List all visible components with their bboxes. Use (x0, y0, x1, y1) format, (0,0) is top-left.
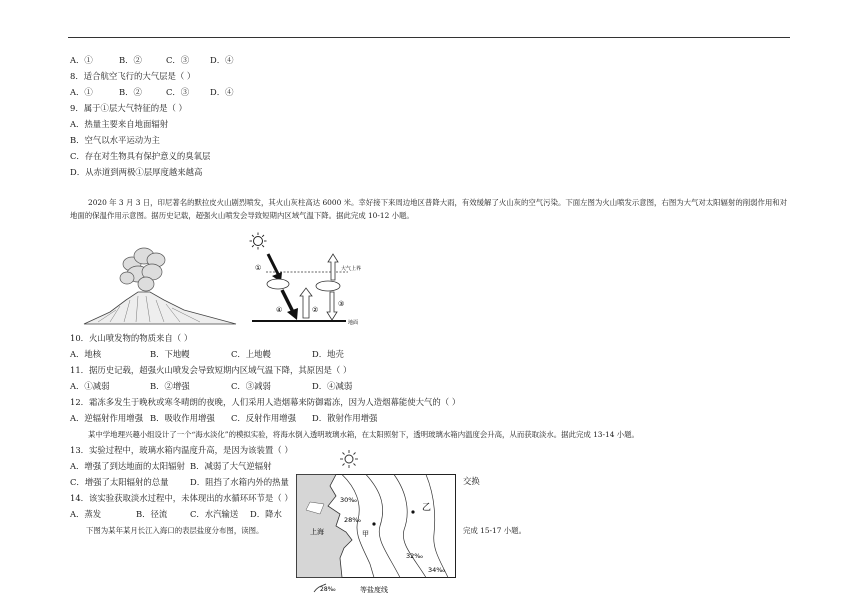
map-label-jia: 甲 (362, 530, 369, 538)
q7-option-d: D．④ (210, 55, 234, 65)
q11-stem: 11．据历史记载，超强火山喷发会导致短期内区域气温下降，其原因是（ ） (70, 365, 352, 375)
q13-stem: 13．实验过程中，玻璃水箱内温度升高，是因为该装置（ ） (70, 445, 293, 455)
q13-option-a: A．增强了到达地面的太阳辐射 (70, 461, 185, 471)
header-rule (68, 37, 790, 38)
q14-stem: 14．该实验获取淡水过程中，未体现出的水循环环节是（ ） (70, 493, 293, 503)
isohaline-label-34: 34‰ (428, 566, 445, 574)
q14-option-c: C．水汽输送 (190, 509, 239, 519)
q10-stem: 10．火山喷发物的物质来自（ ） (70, 333, 193, 343)
q7-option-a: A．① (70, 55, 93, 65)
map-label-shanghai: 上海 (310, 528, 324, 536)
q9-option-d: D．从赤道到两极①层厚度越来越高 (70, 167, 203, 177)
q8-option-a: A．① (70, 87, 93, 97)
q9-option-b: B．空气以水平运动为主 (70, 135, 160, 145)
q13-option-d: D．阻挡了水箱内外的热量 (190, 477, 289, 487)
q11-option-d: D．④减弱 (312, 381, 353, 391)
q12-option-c: C．反射作用增强 (231, 413, 297, 423)
sun-icon (339, 449, 359, 469)
exchange-text: 交换 (463, 476, 480, 486)
q9-option-a: A．热量主要来自地面辐射 (70, 119, 169, 129)
passage-salinity: 下图为某年某月长江入海口的表层盐度分布图，读图。 (86, 526, 264, 535)
q8-option-c: C．③ (166, 87, 190, 97)
passage-volcano: 2020 年 3 月 3 日，印尼著名的默拉皮火山剧烈喷发，其火山灰柱高达 6000 米。幸好接下来周边地区普降大雨，有效缓解了火山灰的空气污染。下面左图为火山喷发示意图，右图为大气对太阳辐射的削弱作用和对地面的保温作用示意图。据历史记载，超强火山喷发会导致短期内区域气温下降。据此完成 10-12 小题。 (70, 198, 788, 220)
atmosphere-top-label: 大气上界 (341, 266, 362, 272)
q9-stem: 9．属于①层大气特征的是（ ） (70, 103, 187, 113)
isohaline-label-28: 28‰ (344, 516, 361, 524)
marker-2: ② (312, 306, 319, 314)
isohaline-label-32: 32‰ (406, 552, 423, 560)
q8-option-d: D．④ (210, 87, 234, 97)
q11-option-b: B．②增强 (150, 381, 190, 391)
q10-option-b: B．下地幔 (150, 349, 190, 359)
q11-option-a: A．①减弱 (70, 381, 110, 391)
sun-icon (250, 233, 267, 250)
q13-option-c: C．增强了太阳辐射的总量 (70, 477, 169, 487)
ground-label: 地面 (348, 320, 359, 326)
passage-desalination: 某中学地理兴趣小组设计了一个“海水淡化”的模拟实验，将海水倒入透明玻璃水箱，在太阳照射下，透明玻璃水箱内温度会升高，从而获取淡水。据此完成 13-14 小题。 (88, 430, 639, 439)
q11-option-c: C．③减弱 (231, 381, 271, 391)
salinity-map (296, 474, 456, 578)
q10-option-d: D．地壳 (312, 349, 344, 359)
legend-text: 等盐度线 (360, 586, 388, 594)
marker-3: ③ (338, 300, 345, 308)
q8-stem: 8．适合航空飞行的大气层是（ ） (70, 71, 196, 81)
passage-salinity-tail: 完成 15-17 小题。 (463, 526, 526, 535)
q14-option-a: A．蒸发 (70, 509, 102, 519)
map-label-yi: 乙 (422, 503, 432, 513)
q12-option-b: B．吸收作用增强 (150, 413, 215, 423)
q13-option-b: B．减弱了大气逆辐射 (190, 461, 272, 471)
q14-option-d: D．降水 (250, 509, 282, 519)
q12-option-d: D．散射作用增强 (312, 413, 378, 423)
isohaline-label-30: 30‰ (340, 496, 357, 504)
q7-option-c: C．③ (166, 55, 190, 65)
marker-1: ① (255, 264, 262, 272)
map-legend (312, 582, 396, 594)
q12-stem: 12．霜冻多发生于晚秋或寒冬晴朗的夜晚，人们采用人造烟幕来防御霜冻，因为人造烟幕能使大气的（ ） (70, 397, 461, 407)
atmosphere-radiation-figure (248, 232, 363, 328)
q9-option-c: C．存在对生物具有保护意义的臭氧层 (70, 151, 211, 161)
volcano-eruption-figure (80, 238, 240, 328)
q7-option-b: B．② (119, 55, 142, 65)
q14-option-b: B．径流 (136, 509, 168, 519)
q8-option-b: B．② (119, 87, 142, 97)
q10-option-c: C．上地幔 (231, 349, 271, 359)
marker-4: ④ (276, 306, 283, 314)
legend-symbol-label: 28‰ (320, 586, 336, 593)
q12-option-a: A．逆辐射作用增强 (70, 413, 144, 423)
q10-option-a: A．地核 (70, 349, 102, 359)
